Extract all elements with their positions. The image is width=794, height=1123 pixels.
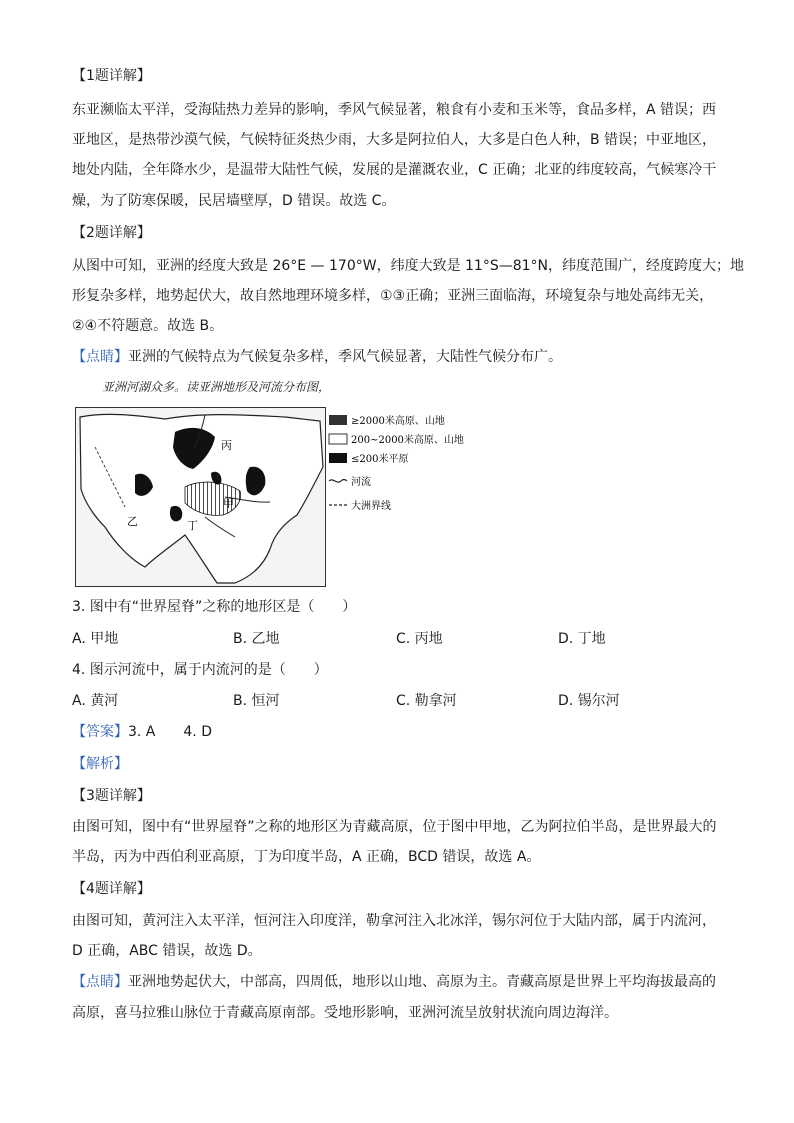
section-1-line: 燥，为了防寒保暖，民居墙壁厚，D 错误。故选 C。 xyxy=(72,193,396,209)
tip-text: 亚洲的气候特点为气候复杂多样，季风气候显著，大陆性气候分布广。 xyxy=(128,349,562,365)
q3-option-c: C. 丙地 xyxy=(396,631,443,647)
legend-swatch-mid xyxy=(329,434,347,444)
tip-2-line: 高原，喜马拉雅山脉位于青藏高原南部。受地形影响，亚洲河流呈放射状流向周边海洋。 xyxy=(72,1005,618,1021)
q4-option-b: B. 恒河 xyxy=(233,693,280,709)
tip-text: 亚洲地势起伏大，中部高，四周低，地形以山地、高原为主。青藏高原是世界上平均海拔最高的 xyxy=(128,974,716,990)
q4-option-a: A. 黄河 xyxy=(72,693,119,709)
analysis-label: 【解析】 xyxy=(72,756,128,772)
section-1-heading: 【1题详解】 xyxy=(72,68,151,84)
legend-label: 200~2000米高原、山地 xyxy=(351,435,464,446)
label-jia: 甲 xyxy=(223,497,234,510)
map-caption: 亚洲河湖众多。读亚洲地形及河流分布图， xyxy=(102,380,331,394)
tip-label: 【点睛】 xyxy=(72,974,128,990)
legend-label: ≥2000米高原、山地 xyxy=(351,416,445,427)
q4-option-c: C. 勒拿河 xyxy=(396,693,457,709)
asia-map-figure xyxy=(75,407,475,587)
section-4-line: D 正确，ABC 错误，故选 D。 xyxy=(72,943,262,959)
tip-2 xyxy=(72,973,716,991)
legend-swatch-high xyxy=(329,415,347,425)
label-yi: 乙 xyxy=(127,515,138,528)
map-legend xyxy=(329,414,464,512)
legend-swatch-low xyxy=(329,453,347,463)
section-4-heading: 【4题详解】 xyxy=(72,881,151,897)
label-bing: 丙 xyxy=(221,439,232,452)
q3-option-d: D. 丁地 xyxy=(558,631,606,647)
legend-label: ≤200米平原 xyxy=(351,454,409,465)
answer-line xyxy=(72,723,212,741)
asia-map xyxy=(75,407,475,587)
label-ding: 丁 xyxy=(187,519,198,532)
section-1-line: 地处内陆，全年降水少，是温带大陆性气候，发展的是灌溉农业，C 正确；北亚的纬度较高，气候寒冷干 xyxy=(72,162,717,178)
section-3-heading: 【3题详解】 xyxy=(72,788,151,804)
tip-1 xyxy=(72,348,562,366)
section-1-line: 亚地区，是热带沙漠气候，气候特征炎热少雨，大多是阿拉伯人，大多是白色人种，B 错误；中亚地区， xyxy=(72,132,717,148)
question-3-stem: 3. 图中有“世界屋脊”之称的地形区是（ ） xyxy=(72,599,357,615)
section-3-line: 半岛，丙为中西伯利亚高原，丁为印度半岛，A 正确，BCD 错误，故选 A。 xyxy=(72,849,541,865)
q3-option-b: B. 乙地 xyxy=(233,631,280,647)
section-2-line: 形复杂多样，地势起伏大，故自然地理环境多样，①③正确；亚洲三面临海，环境复杂与地处高纬无关， xyxy=(72,288,714,304)
answer-label: 【答案】 xyxy=(72,724,128,740)
section-1-line: 东亚濒临太平洋，受海陆热力差异的影响，季风气候显著，粮食有小麦和玉米等，食品多样，A 错误；西 xyxy=(72,102,717,118)
section-4-line: 由图可知，黄河注入太平洋，恒河注入印度洋，勒拿河注入北冰洋，锡尔河位于大陆内部，属于内流河， xyxy=(72,913,716,929)
section-2-line: 从图中可知，亚洲的经度大致是 26°E — 170°W，纬度大致是 11°S—81°N，纬度范围广，经度跨度大；地 xyxy=(72,258,745,274)
section-2-heading: 【2题详解】 xyxy=(72,225,151,241)
q3-option-a: A. 甲地 xyxy=(72,631,119,647)
section-3-line: 由图可知，图中有“世界屋脊”之称的地形区为青藏高原，位于图中甲地，乙为阿拉伯半岛，是世界最大的 xyxy=(72,819,717,835)
legend-river-symbol xyxy=(329,480,347,483)
section-2-line: ②④不符题意。故选 B。 xyxy=(72,318,224,334)
answer-text: 3. A 4. D xyxy=(128,724,212,740)
legend-label: 大洲界线 xyxy=(351,501,391,512)
q4-option-d: D. 锡尔河 xyxy=(558,693,620,709)
question-4-stem: 4. 图示河流中，属于内流河的是（ ） xyxy=(72,662,328,678)
tip-label: 【点睛】 xyxy=(72,349,128,365)
legend-label: 河流 xyxy=(351,477,371,488)
